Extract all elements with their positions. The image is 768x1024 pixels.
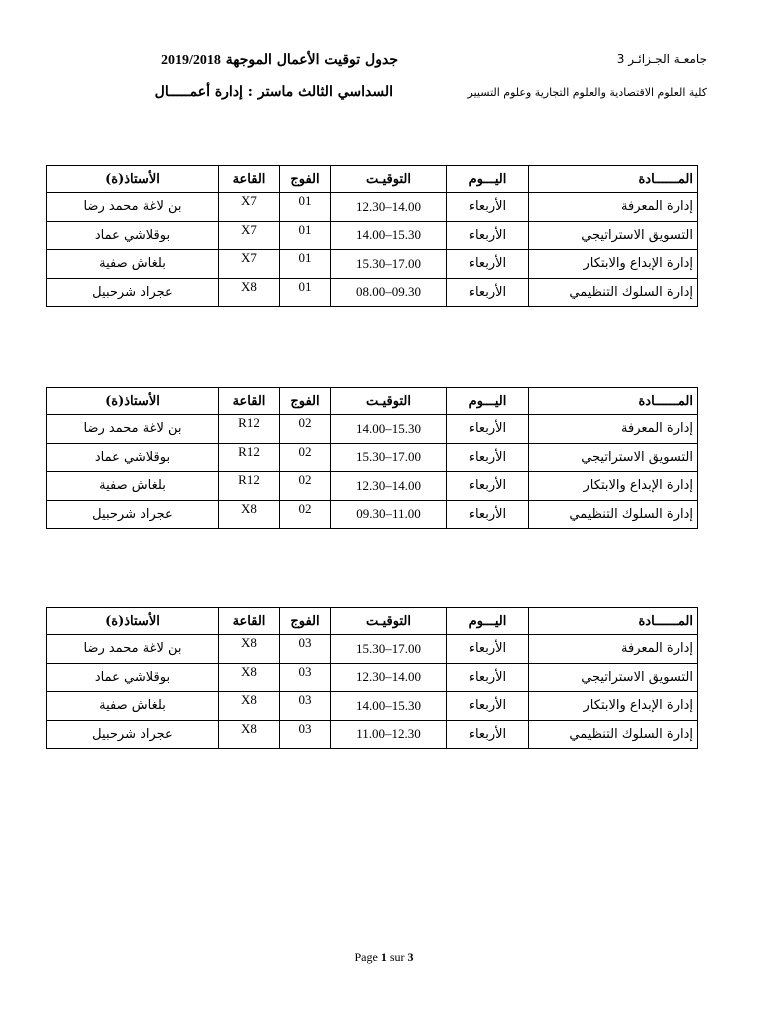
column-header-time: التوقيـت (331, 608, 447, 635)
cell-day: الأربعاء (447, 663, 529, 692)
cell-day: الأربعاء (447, 278, 529, 307)
column-header-time: التوقيـت (331, 388, 447, 415)
cell-group: 02 (280, 472, 331, 501)
cell-room: X7 (219, 193, 280, 222)
schedule-table-group-1 (46, 165, 698, 307)
cell-time: 14.00–12.30 (331, 472, 447, 501)
table-row (47, 193, 698, 222)
column-header-room: القاعة (219, 166, 280, 193)
column-header-time: التوقيـت (331, 166, 447, 193)
document-title (161, 52, 398, 69)
cell-day: الأربعاء (447, 221, 529, 250)
column-header-room: القاعة (219, 388, 280, 415)
cell-subject: التسويق الاستراتيجي (529, 663, 698, 692)
university-name: جامعـة الجـزائـر 3 (616, 52, 707, 66)
cell-room: X8 (219, 278, 280, 307)
table-row (47, 250, 698, 279)
column-header-subject: المــــــادة (529, 608, 698, 635)
column-header-subject: المــــــادة (529, 388, 698, 415)
cell-time: 09.30–08.00 (331, 278, 447, 307)
cell-room: X7 (219, 221, 280, 250)
cell-professor: بوقلاشي عماد (47, 663, 219, 692)
cell-subject: التسويق الاستراتيجي (529, 443, 698, 472)
cell-group: 01 (280, 221, 331, 250)
cell-professor: بن لاغة محمد رضا (47, 415, 219, 444)
cell-time: 17.00–15.30 (331, 443, 447, 472)
column-header-group: الفوج (280, 608, 331, 635)
cell-group: 03 (280, 692, 331, 721)
cell-time: 11.00–09.30 (331, 500, 447, 529)
cell-time: 14.00–12.30 (331, 193, 447, 222)
cell-subject: إدارة الإبداع والابتكار (529, 692, 698, 721)
column-header-subject: المــــــادة (529, 166, 698, 193)
cell-professor: بوقلاشي عماد (47, 443, 219, 472)
table-row (47, 500, 698, 529)
cell-professor: بن لاغة محمد رضا (47, 635, 219, 664)
column-header-group: الفوج (280, 388, 331, 415)
cell-time: 15.30–14.00 (331, 415, 447, 444)
cell-professor: عجراد شرحبيل (47, 720, 219, 749)
footer-prefix: Page (354, 950, 378, 964)
column-header-professor: الأستاذ(ة) (47, 608, 219, 635)
cell-day: الأربعاء (447, 443, 529, 472)
cell-time: 15.30–14.00 (331, 692, 447, 721)
semester-title: السداسي الثالث ماستر : إدارة أعمـــــال (154, 84, 393, 100)
cell-room: R12 (219, 415, 280, 444)
table-row (47, 635, 698, 664)
cell-room: R12 (219, 472, 280, 501)
cell-room: X8 (219, 663, 280, 692)
column-header-group: الفوج (280, 166, 331, 193)
cell-room: X8 (219, 635, 280, 664)
table-row (47, 472, 698, 501)
cell-subject: إدارة المعرفة (529, 415, 698, 444)
cell-subject: إدارة السلوك التنظيمي (529, 720, 698, 749)
page-footer (0, 950, 768, 965)
cell-subject: إدارة المعرفة (529, 193, 698, 222)
faculty-name: كلية العلوم الاقتصادية والعلوم التجارية وعلوم التسيير (467, 86, 707, 99)
cell-room: X7 (219, 250, 280, 279)
cell-subject: التسويق الاستراتيجي (529, 221, 698, 250)
cell-professor: بوقلاشي عماد (47, 221, 219, 250)
column-header-day: اليـــوم (447, 388, 529, 415)
cell-group: 01 (280, 278, 331, 307)
cell-subject: إدارة السلوك التنظيمي (529, 278, 698, 307)
academic-year: 2019/2018 (161, 53, 221, 68)
cell-subject: إدارة الإبداع والابتكار (529, 250, 698, 279)
footer-current-page: 1 (380, 950, 387, 964)
cell-room: X8 (219, 720, 280, 749)
cell-group: 02 (280, 443, 331, 472)
cell-time: 15.30–14.00 (331, 221, 447, 250)
table-header-row (47, 388, 698, 415)
table-header-row (47, 166, 698, 193)
column-header-day: اليـــوم (447, 608, 529, 635)
table-row (47, 443, 698, 472)
cell-day: الأربعاء (447, 500, 529, 529)
cell-group: 03 (280, 635, 331, 664)
table-row (47, 692, 698, 721)
schedule-table-group-3 (46, 607, 698, 749)
cell-group: 01 (280, 193, 331, 222)
cell-time: 17.00–15.30 (331, 250, 447, 279)
cell-room: X8 (219, 692, 280, 721)
cell-subject: إدارة السلوك التنظيمي (529, 500, 698, 529)
column-header-professor: الأستاذ(ة) (47, 166, 219, 193)
cell-group: 02 (280, 500, 331, 529)
cell-time: 12.30–11.00 (331, 720, 447, 749)
cell-professor: عجراد شرحبيل (47, 500, 219, 529)
column-header-room: القاعة (219, 608, 280, 635)
cell-subject: إدارة الإبداع والابتكار (529, 472, 698, 501)
footer-total-pages: 3 (407, 950, 414, 964)
cell-day: الأربعاء (447, 720, 529, 749)
cell-day: الأربعاء (447, 193, 529, 222)
cell-day: الأربعاء (447, 692, 529, 721)
document-title-text: جدول توقيت الأعمال الموجهة (225, 52, 398, 68)
cell-group: 01 (280, 250, 331, 279)
cell-professor: بلغاش صفية (47, 692, 219, 721)
table-row (47, 663, 698, 692)
cell-group: 03 (280, 720, 331, 749)
column-header-day: اليـــوم (447, 166, 529, 193)
cell-professor: بلغاش صفية (47, 250, 219, 279)
schedule-table-group-2 (46, 387, 698, 529)
table-row (47, 720, 698, 749)
cell-group: 02 (280, 415, 331, 444)
cell-professor: عجراد شرحبيل (47, 278, 219, 307)
cell-time: 17.00–15.30 (331, 635, 447, 664)
cell-time: 14.00–12.30 (331, 663, 447, 692)
footer-separator: sur (389, 950, 405, 964)
cell-day: الأربعاء (447, 250, 529, 279)
table-row (47, 278, 698, 307)
table-header-row (47, 608, 698, 635)
cell-professor: بلغاش صفية (47, 472, 219, 501)
cell-room: X8 (219, 500, 280, 529)
cell-day: الأربعاء (447, 635, 529, 664)
cell-group: 03 (280, 663, 331, 692)
cell-subject: إدارة المعرفة (529, 635, 698, 664)
cell-professor: بن لاغة محمد رضا (47, 193, 219, 222)
cell-day: الأربعاء (447, 472, 529, 501)
column-header-professor: الأستاذ(ة) (47, 388, 219, 415)
table-row (47, 221, 698, 250)
table-row (47, 415, 698, 444)
cell-day: الأربعاء (447, 415, 529, 444)
cell-room: R12 (219, 443, 280, 472)
